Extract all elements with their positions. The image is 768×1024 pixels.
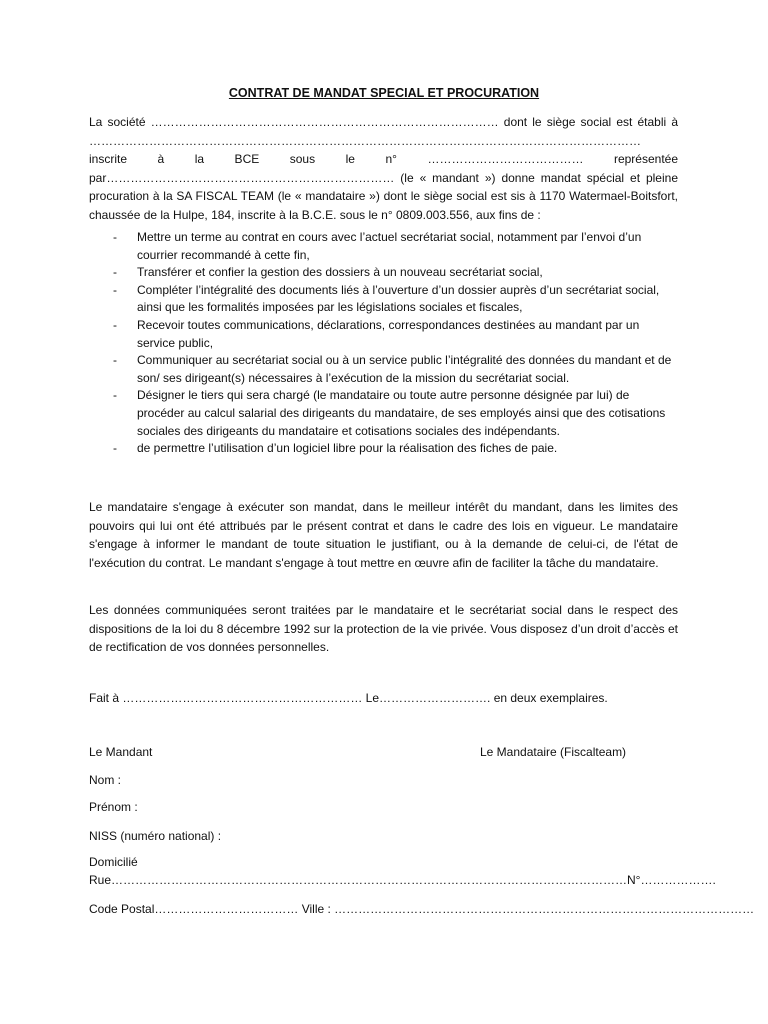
place-date-line: Fait à …………………………………………………… Le………………………. en deux exemplaires.	[89, 691, 608, 705]
domicile-label: Domicilié	[89, 855, 138, 869]
list-item: - Communiquer au secrétariat social ou à un service public l’intégralité des données du mandant et de son/ ses dirigeant(s) nécessaires à l’exécution de la mission du secrétariat social.	[113, 353, 672, 385]
privacy-paragraph: Les données communiquées seront traitées par le mandataire et le secrétariat social dans le respect des dispositions de la loi du 8 décembre 1992 sur la protection de la vie privée. Vous disposez d’un droit d’accès et de rectification de vos données personnelles.	[89, 603, 678, 655]
bullet-marker: -	[113, 353, 117, 368]
intro-paragraph: La société …………………………………………………………………………… dont le siège social est établi à ………………………………………………………………………………………………………………………… inscrite à la BCE sous le n° ………………………………… représentée par……………………………………………………………… (le « mandant ») donne mandat spécial et pleine procuration à la SA FISCAL TEAM (le « mandataire ») dont le siège social est sis à 1170 Watermael-Boitsfort, chaussée de la Hulpe, 184, inscrite à la B.C.E. sous le n° 0809.003.556, aux fins de :	[89, 115, 678, 222]
list-item: - Mettre un terme au contrat en cours avec l’actuel secrétariat social, notamment par l’envoi d’un courrier recommandé à cette fin,	[113, 230, 642, 262]
mandate-list	[89, 229, 678, 458]
niss-field-label: NISS (numéro national) :	[89, 829, 222, 843]
bullet-marker: -	[113, 265, 117, 280]
street-field-line: Rue…………………………………………………………………………………………………………………N°……………….	[89, 873, 716, 887]
bullet-marker: -	[113, 230, 117, 244]
first-name-field-label: Prénom :	[89, 800, 138, 814]
list-item: - Compléter l’intégralité des documents liés à l’ouverture d’un dossier auprès d’un secrétariat social, ainsi que les formalités imposées par les législations sociales et fiscales,	[113, 282, 660, 315]
list-item: - de permettre l’utilisation d’un logiciel libre pour la réalisation des fiches de paie.	[89, 440, 678, 458]
list-item: - Recevoir toutes communications, déclarations, correspondances destinées au mandant par un service public,	[113, 317, 640, 350]
bullet-marker: -	[113, 282, 117, 297]
list-item: - Transférer et confier la gestion des dossiers à un nouveau secrétariat social,	[89, 264, 678, 282]
bullet-marker: -	[113, 441, 117, 456]
signature-label-mandant: Le Mandant	[89, 745, 153, 759]
engagement-paragraph: Le mandataire s'engage à exécuter son mandat, dans le meilleur intérêt du mandant, dans les limites des pouvoirs qui lui ont été attribués par le présent contrat et dans le cadre des lois en vigueur. Le mandataire s'engage à informer le mandant de toute situation le justifiant, ou à la demande de celui-ci, de l'état de l'exécution du contrat. Le mandant s'engage à tout mettre en œuvre afin de faciliter la tâche du mandataire.	[89, 500, 678, 570]
list-item: - Désigner le tiers qui sera chargé (le mandataire ou toute autre personne désignée par lui) de procéder au calcul salarial des dirigeants du mandataire, de ses employés ainsi que des cotisations sociales des dirigeants du mandataire et cotisations sociales des indépendants.	[113, 388, 666, 438]
bullet-marker: -	[113, 317, 117, 332]
name-field-label: Nom :	[89, 773, 122, 787]
document-title: CONTRAT DE MANDAT SPECIAL ET PROCURATION	[228, 86, 540, 100]
postal-city-field-line: Code Postal……………………………… Ville : ……………………………………………………………………………………………	[89, 902, 755, 916]
bullet-marker: -	[113, 388, 117, 403]
signature-label-mandataire: Le Mandataire (Fiscalteam)	[480, 745, 627, 759]
